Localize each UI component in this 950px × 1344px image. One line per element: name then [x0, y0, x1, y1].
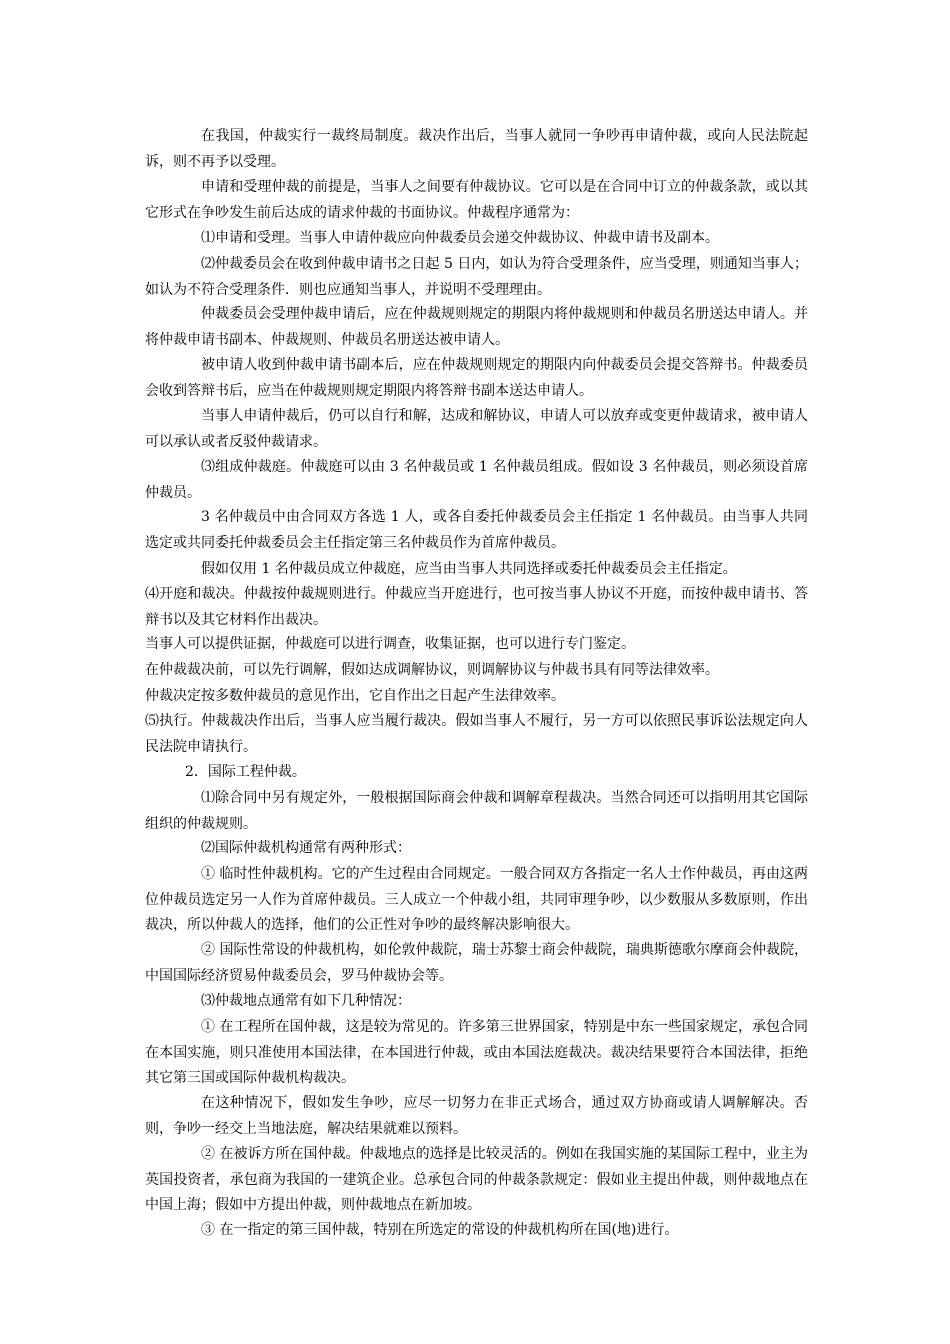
paragraph-step-4: ⑷开庭和裁决。仲裁按仲裁规则进行。仲裁应当开庭进行，也可按当事人协议不开庭，而按仲裁申请书、答辩书以及其它材料作出裁决。: [145, 586, 808, 628]
paragraph-defense: 被申请人收到仲裁申请书副本后，应在仲裁规则规定的期限内向仲裁委员会提交答辩书。仲裁委员会收到答辩书后，应当在仲裁规则规定期限内将答辩书副本送达申请人。: [145, 357, 808, 399]
paragraph-icc-rules: ⑴除合同中另有规定外，一般根据国际商会仲裁和调解章程裁决。当然合同还可以指明用其它国际组织的仲裁规则。: [145, 790, 808, 832]
section-heading-international: 2．国际工程仲裁。: [185, 764, 306, 780]
paragraph-venue-project-country: ① 在工程所在国仲裁，这是较为常见的。许多第三世界国家，特别是中东一些国家规定，承包合同在本国实施，则只准使用本国法律，在本国进行仲裁，或由本国法庭裁决。裁决结果要符合本国法律，拒绝其它第三国或国际仲裁机构裁决。: [145, 1019, 808, 1086]
paragraph-informal-resolution: 在这种情况下，假如发生争吵，应尽一切努力在非正式场合，通过双方协商或请人调解解决。否则，争吵一经交上当地法庭，解决结果就难以预料。: [145, 1095, 808, 1137]
paragraph-final-award: 在我国，仲裁实行一裁终局制度。裁决作出后，当事人就同一争吵再申请仲裁，或向人民法院起诉，则不再予以受理。: [145, 128, 808, 170]
paragraph-venue: ⑶仲裁地点通常有如下几种情况：: [201, 993, 411, 1009]
paragraph-mediation: 在仲裁裁决前，可以先行调解，假如达成调解协议，则调解协议与仲裁书具有同等法律效率。: [145, 662, 719, 678]
paragraph-ad-hoc: ① 临时性仲裁机构。它的产生过程由合同规定。一般合同双方各指定一名人士作仲裁员，再由这两位仲裁员选定另一人作为首席仲裁员。三人成立一个仲裁小组，共同审理争吵，以少数服从多数原则，作出裁决，所以仲裁人的选择，他们的公正性对争吵的最终解决影响很大。: [145, 866, 808, 933]
paragraph-step-5: ⑸执行。仲裁裁决作出后，当事人应当履行裁决。假如当事人不履行，另一方可以依照民事诉讼法规定向人民法院申请执行。: [145, 713, 808, 755]
paragraph-step-1: ⑴申请和受理。当事人申请仲裁应向仲裁委员会递交仲裁协议、仲裁申请书及副本。: [201, 230, 719, 246]
paragraph-majority: 仲裁决定按多数仲裁员的意见作出，它自作出之日起产生法律效率。: [145, 688, 565, 704]
paragraph-sole-arbitrator: 假如仅用 1 名仲裁员成立仲裁庭，应当由当事人共同选择或委托仲裁委员会主任指定。: [201, 561, 737, 577]
paragraph-evidence: 当事人可以提供证据，仲裁庭可以进行调查，收集证据，也可以进行专门鉴定。: [145, 636, 635, 652]
paragraph-venue-third-country: ③ 在一指定的第三国仲裁，特别在所选定的常设的仲裁机构所在国(地)进行。: [201, 1222, 679, 1238]
paragraph-institution-forms: ⑵国际仲裁机构通常有两种形式：: [201, 840, 411, 856]
paragraph-step-2: ⑵仲裁委员会在收到仲裁申请书之日起 5 日内，如认为符合受理条件，应当受理，则通知当事人；如认为不符合受理条件．则也应通知当事人，并说明不受理理由。: [145, 256, 808, 298]
paragraph-settlement: 当事人申请仲裁后，仍可以自行和解，达成和解协议，申请人可以放弃或变更仲裁请求，被申请人可以承认或者反驳仲裁请求。: [145, 408, 808, 450]
paragraph-acceptance: 仲裁委员会受理仲裁申请后，应在仲裁规则规定的期限内将仲裁规则和仲裁员名册送达申请人。并将仲裁申请书副本、仲裁规则、仲裁员名册送达被申请人。: [145, 306, 808, 348]
paragraph-step-3: ⑶组成仲裁庭。仲裁庭可以由 3 名仲裁员或 1 名仲裁员组成。假如设 3 名仲裁员，则必须设首席仲裁员。: [145, 459, 808, 501]
paragraph-arbitration-agreement: 申请和受理仲裁的前提是，当事人之间要有仲裁协议。它可以是在合同中订立的仲裁条款，或以其它形式在争吵发生前后达成的请求仲裁的书面协议。仲裁程序通常为：: [145, 179, 808, 221]
paragraph-permanent: ② 国际性常设的仲裁机构，如伦敦仲裁院，瑞士苏黎士商会仲裁院，瑞典斯德歌尔摩商会仲裁院，中国国际经济贸易仲裁委员会，罗马仲裁协会等。: [145, 942, 808, 984]
paragraph-venue-respondent: ② 在被诉方所在国仲裁。仲裁地点的选择是比较灵活的。例如在我国实施的某国际工程中，业主为英国投资者，承包商为我国的一建筑企业。总承包合同的仲裁条款规定：假如业主提出仲裁，则仲裁地点在中国上海；假如中方提出仲裁，则仲裁地点在新加坡。: [145, 1146, 808, 1213]
paragraph-three-arbitrators: 3 名仲裁员中由合同双方各选 1 人，或各自委托仲裁委员会主任指定 1 名仲裁员。由当事人共同选定或共同委托仲裁委员会主任指定第三名仲裁员作为首席仲裁员。: [145, 509, 808, 551]
